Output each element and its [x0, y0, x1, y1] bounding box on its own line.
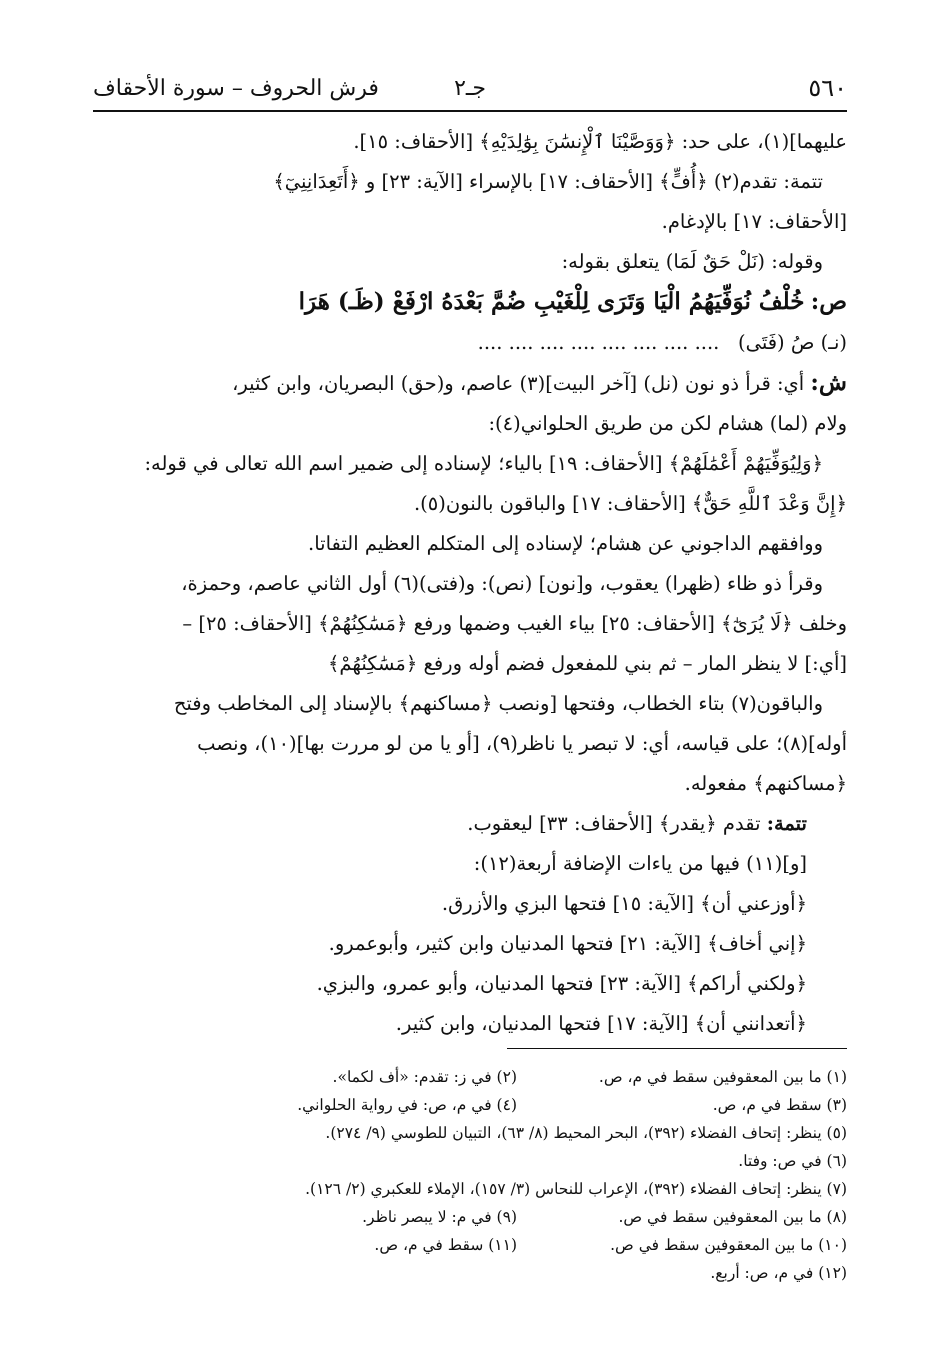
text-line: [أي:] لا ينظر المار – ثم بني للمفعول فضم أوله ورفع ﴿مَسَٰكِنُهُمْ﴾	[327, 652, 847, 675]
sharh-label: ش:	[810, 369, 847, 396]
footnotes	[93, 1048, 847, 1287]
verse-line	[93, 323, 847, 363]
verse-text: (نـ) صُ (فَتَى)	[737, 331, 847, 354]
text-line: ووافقهم الداجوني عن هشام؛ لإسناده إلى المتكلم العظيم التفاتا.	[308, 532, 823, 555]
footnote: (١) ما بين المعقوفين سقط في م، ص.	[598, 1068, 847, 1086]
sharh-text: أي: قرأ ذو نون (نل) [آخر البيت](٣) عاصم، و(حق) البصريان، وابن كثير،	[232, 372, 805, 395]
footnote-row	[93, 1119, 847, 1147]
verse-dots: .... .... .... .... .... .... .... ....	[477, 331, 720, 354]
text-line: عليهما](١)، على حد: ﴿وَوَصَّيْنَا ٱلْإِنسَٰنَ بِوَٰلِدَيْهِ﴾ [الأحقاف: ١٥].	[353, 130, 847, 153]
text-line: ولام (لما) هشام لكن من طريق الحلواني(٤):	[488, 412, 847, 435]
verse-text: خُلْفُ نُوَفِّيَهُمُ الْيَا وَتَرَى لِلْغَيْبِ ضُمَّ بَعْدَهُ ارْفَعْ (ظَـ) هَرَا	[298, 288, 805, 315]
tatimma-line	[93, 804, 847, 844]
footnote: (٨) ما بين المعقوفين سقط في ص.	[618, 1208, 847, 1226]
page-number: ٥٦٠	[808, 74, 847, 102]
footnote-separator	[507, 1048, 847, 1049]
text-line: ﴿أوزعني أن﴾ [الآية: ١٥] فتحها البزي والأزرق.	[441, 892, 807, 915]
text-line: ﴿أتعدانني أن﴾ [الآية: ١٧] فتحها المدنيان، وابن كثير.	[395, 1012, 807, 1035]
text-line: [و](١١) فيها من ياءات الإضافة أربعة(١٢):	[473, 852, 807, 875]
text-line: [الأحقاف: ١٧] بالإدغام.	[661, 210, 847, 233]
footnote-row	[93, 1203, 847, 1231]
footnote: (٩) في م: لا يبصر ناظر.	[362, 1208, 517, 1226]
footnote-row	[93, 1091, 847, 1119]
text-line: تتمة: تقدم(٢) ﴿أُفٍّ﴾ [الأحقاف: ١٧] بالإسراء [الآية: ٢٣] و ﴿أَتَعِدَانِنِيٓ﴾	[273, 170, 823, 193]
footnote-row	[93, 1259, 847, 1287]
tatimma-label: تتمة:	[766, 812, 807, 835]
running-header	[93, 66, 847, 112]
footnote: (٢) في ز: تقدم: «أف لكما».	[332, 1068, 517, 1086]
verse-line	[93, 282, 847, 323]
text-line: والباقون(٧) بتاء الخطاب، وفتحها [ونصب ﴿مساكنهم﴾ بالإسناد إلى المخاطب وفتح	[173, 692, 823, 715]
footnote: (٥) ينظر: إتحاف الفضلاء (٣٩٢)، البحر المحيط (٨/ ٦٣)، التبيان للطوسي (٩/ ٢٧٤).	[325, 1124, 847, 1142]
sharh-line	[93, 363, 847, 404]
text-line: وقرأ ذو ظاء (ظهرا) يعقوب، و[نون] (نص): و(فتى)(٦) أول الثاني عاصم، وحمزة،	[181, 572, 823, 595]
text-line: وقوله: (نَلْ حَقٌ لَمَا) يتعلق بقوله:	[561, 250, 823, 273]
footnote-row	[93, 1175, 847, 1203]
footnote-row	[93, 1231, 847, 1259]
footnote: (١١) سقط في م، ص.	[374, 1236, 517, 1254]
text-line: ﴿إِنَّ وَعْدَ ٱللَّهِ حَقٌّ﴾ [الأحقاف: ١٧] والباقون بالنون(٥).	[413, 492, 847, 515]
footnote: (٦) في ص: وفتا.	[738, 1152, 847, 1170]
text-line: ﴿مساكنهم﴾ مفعوله.	[684, 772, 847, 795]
text-line: أوله](٨)؛ على قياسه، أي: لا تبصر يا ناظر(٩)، [أو يا من لو مررت بها](١٠)، ونصب	[197, 732, 847, 755]
footnote: (١٢) في م، ص: أربع.	[710, 1264, 847, 1282]
verse-label: ص:	[810, 288, 847, 315]
text-line: ﴿ولكني أراكم﴾ [الآية: ٢٣] فتحها المدنيان، وأبو عمرو، والبزي.	[316, 972, 807, 995]
footnote: (١٠) ما بين المعقوفين سقط في ص.	[610, 1236, 847, 1254]
footnote-row	[93, 1147, 847, 1175]
volume-label: جـ٢	[454, 75, 486, 101]
section-title: فرش الحروف – سورة الأحقاف	[93, 75, 379, 101]
footnote: (٤) في م، ص: في رواية الحلواني.	[297, 1096, 517, 1114]
text-line: وخلف ﴿لَا يُرَىٰٓ﴾ [الأحقاف: ٢٥] بياء الغيب وضمها ورفع ﴿مَسَٰكِنُهُمْ﴾ [الأحقاف: ٢٥] –	[182, 612, 847, 635]
footnote-row	[93, 1063, 847, 1091]
tatimma-text: تقدم ﴿يقدر﴾ [الأحقاف: ٣٣] ليعقوب.	[467, 812, 761, 835]
text-line: ﴿وَلِيُوَفِّيَهُمْ أَعْمَٰلَهُمْ﴾ [الأحقاف: ١٩] بالياء؛ لإسناده إلى ضمير اسم الله تعالى في قوله:	[144, 452, 823, 475]
footnote: (٣) سقط في م، ص.	[712, 1096, 847, 1114]
footnote: (٧) ينظر: إتحاف الفضلاء (٣٩٢)، الإعراب للنحاس (٣/ ١٥٧)، الإملاء للعكبري (٢/ ١٢٦).	[305, 1180, 847, 1198]
text-line: ﴿إني أخاف﴾ [الآية: ٢١] فتحها المدنيان وابن كثير، وأبوعمرو.	[328, 932, 807, 955]
main-text	[93, 122, 847, 1044]
